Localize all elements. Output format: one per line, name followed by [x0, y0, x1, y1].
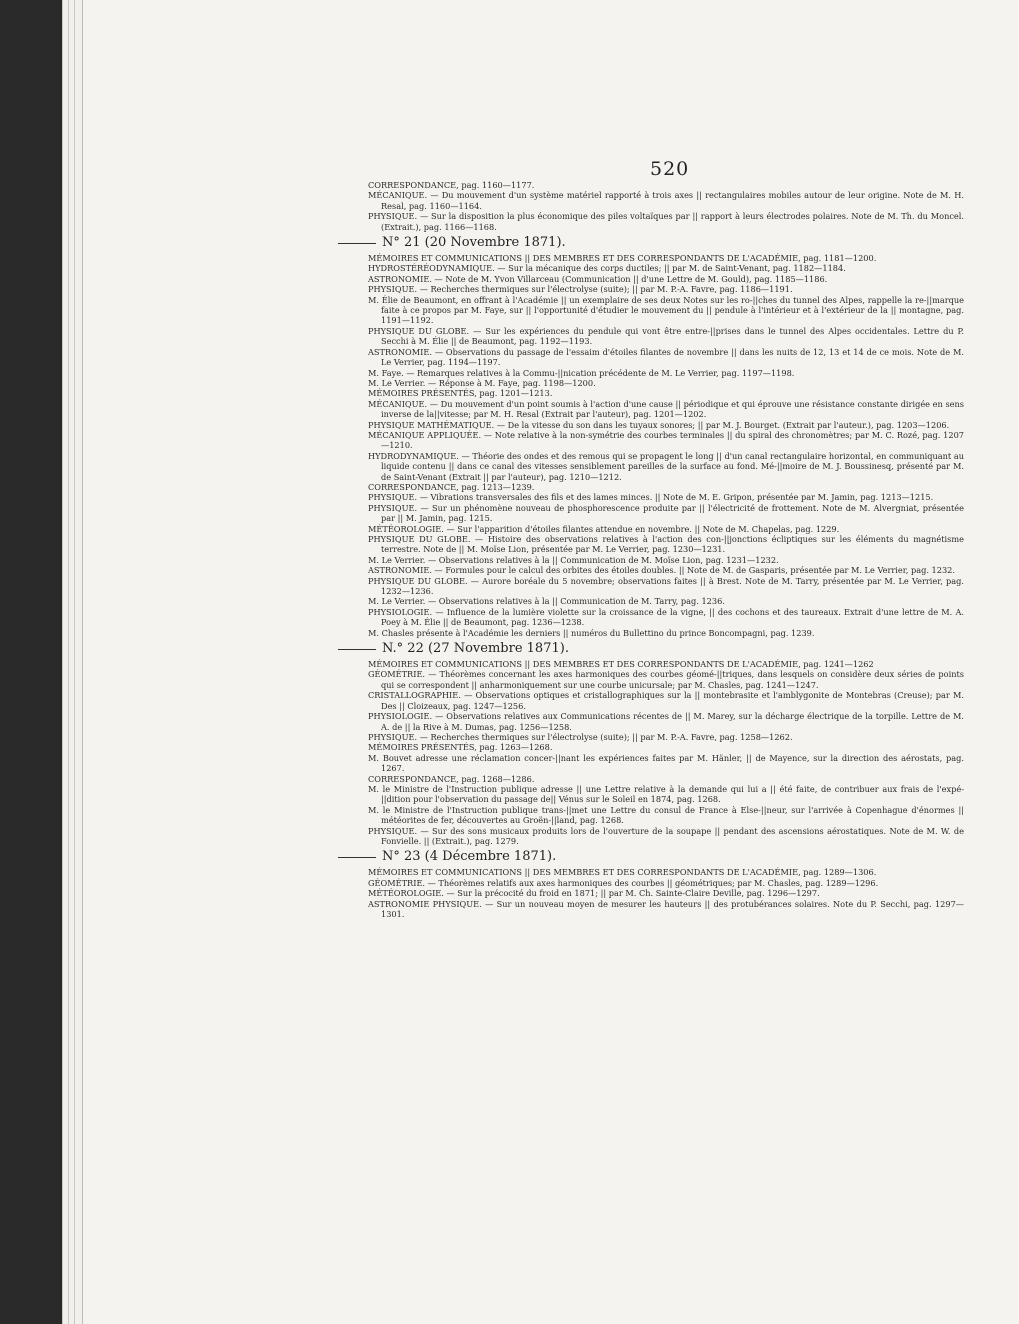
entry-line: CORRESPONDANCE, pag. 1268—1286. — [368, 773, 535, 784]
section-title: N° 23 (4 Décembre 1871). — [368, 849, 964, 865]
entry-line: PHYSIQUE DU GLOBE. — Sur les expériences du pendule qui vont être entre-||prises dans le tunnel des Alpes occidentales. Lettre du P. Secchi à M. Élie || de Beaumont, pag. 1192—1193. — [368, 325, 964, 347]
entry-line: PHYSIQUE DU GLOBE. — Histoire des observations relatives à l'action des con-||jonctions écliptiques sur les éléments du magnétisme terrestre. Note de || M. Moïse Lion, présentée par M. Le Verrier, pag. 1230—1231. — [368, 534, 964, 555]
entry-line: PHYSIQUE. — Vibrations transversales des fils et des lames minces. || Note de M. E. Gripon, présentée par M. Jamin, pag. 1213—1215. — [368, 492, 934, 503]
entry-line: PHYSIOLOGIE. — Influence de la lumière violette sur la croissance de la vigne, || des cochons et des taureaux. Extrait d'une lettre de M. A. Poey à M. Élie || de Beaumont, pag. 1236—1238. — [368, 606, 964, 628]
entry-line: CORRESPONDANCE, pag. 1213—1239. — [368, 481, 535, 492]
entry-line: GÉOMÉTRIE. — Théorèmes concernant les axes harmoniques des courbes géomé-||triques, dans lesquels on considère deux séries de points qui se correspondent || anharmoniquement sur une courbe unicursale; par M. Chasles, pag. 1241—1247. — [368, 669, 964, 690]
entry-line: PHYSIQUE MATHÉMATIQUE. — De la vitesse du son dans les tuyaux sonores; || par M. J. Bourget. (Extrait par l'auteur.), pag. 1203—1206. — [368, 419, 950, 430]
entry-line: PHYSIOLOGIE. — Observations relatives aux Communications récentes de || M. Marey, sur la décharge électrique de la torpille. Lettre de M. A. de || la Rive à M. Dumas, pag. 1256—1258. — [368, 711, 964, 732]
page-number: 520 — [650, 158, 690, 180]
entry-line: M. Le Verrier. — Observations relatives à la || Communication de M. Moïse Lion, pag. 1231—1232. — [368, 554, 779, 565]
entry-line: ASTRONOMIE. — Formules pour le calcul des orbites des étoiles doubles. || Note de M. de Gasparis, présentée par M. Le Verrier, pag. 1232. — [368, 565, 955, 576]
entry-line: M. Faye. — Remarques relatives à la Commu-||nication précédente de M. Le Verrier, pag. 1197—1198. — [368, 367, 795, 378]
entry-line: PHYSIQUE. — Sur la disposition la plus économique des piles voltaïques par || rapport à leurs électrodes polaires. Note de M. Th. du Moncel. (Extrait.), pag. 1166—1168. — [368, 211, 964, 232]
entry-line: PHYSIQUE. — Sur un phénomène nouveau de phosphorescence produite par || l'électricité de frottement. Note de M. Alvergniat, présentée par || M. Jamin, pag. 1215. — [368, 502, 964, 524]
section-title: N.° 22 (27 Novembre 1871). — [368, 641, 964, 657]
entry-line: MÉCANIQUE. — Du mouvement d'un système matériel rapporté à trois axes || rectangulaires mobiles autour de leur origine. Note de M. H. Resal, pag. 1160—1164. — [368, 190, 964, 211]
entry-line: CRISTALLOGRAPHIE. — Observations optiques et cristallographiques sur la || montebrasite et l'amblygonite de Montebras (Creuse); par M. Des || Cloizeaux, pag. 1247—1256. — [368, 690, 964, 711]
entry-line: PHYSIQUE. — Recherches thermiques sur l'électrolyse (suite); || par M. P.-A. Favre, pag. 1186—1191. — [368, 284, 793, 295]
entry-line: CORRESPONDANCE, pag. 1160—1177. — [368, 180, 535, 190]
entry-line: HYDROSTÉRÉODYNAMIQUE. — Sur la mécanique des corps ductiles; || par M. de Saint-Venant, pag. 1182—1184. — [368, 263, 846, 274]
entry-line: PHYSIQUE DU GLOBE. — Aurore boréale du 5 novembre; observations faites || à Brest. Note de M. Tarry, présentée par M. Le Verrier, pag. 1232—1236. — [368, 575, 964, 597]
entry-line: M. Le Verrier. — Observations relatives à la || Communication de M. Tarry, pag. 1236. — [368, 596, 725, 607]
table-of-contents — [368, 180, 964, 919]
entry-line: MÉTÉOROLOGIE. — Sur l'apparition d'étoiles filantes attendue en novembre. || Note de M. Chapelas, pag. 1229. — [368, 523, 840, 534]
entry-line: M. Le Verrier. — Réponse à M. Faye, pag. 1198—1200. — [368, 377, 596, 388]
entry-line: M. Élie de Beaumont, en offrant à l'Académie || un exemplaire de ses deux Notes sur les ro-||ches du tunnel des Alpes, rappelle la re-||marque faite à ce propos par M. Faye, sur || l'opportunité d'étudier le mouvement du || pendule à l'intérieur et à l'extérieur de la || montagne, pag. 1191—1192. — [368, 294, 964, 326]
section-title: N° 21 (20 Novembre 1871). — [368, 235, 964, 251]
entry-line: MÉCANIQUE. — Du mouvement d'un point soumis à l'action d'une cause || périodique et qui éprouve une résistance constante dirigée en sens inverse de la||vitesse; par M. H. Resal (Extrait par l'auteur), pag. 1201—1202. — [368, 398, 964, 420]
entry-line: PHYSIQUE. — Sur des sons musicaux produits lors de l'ouverture de la soupape || pendant des ascensions aérostatiques. Note de M. W. de Fonvielle. || (Extrait.), pag. 1279. — [368, 825, 964, 846]
entry-line: MÉMOIRES PRÉSENTÉS, pag. 1201—1213. — [368, 388, 553, 399]
entry-line: MÉCANIQUE APPLIQUÉE. — Note relative à la non-symétrie des courbes terminales || du spiral des chronomètres; par M. C. Rozé, pag. 1207—1210. — [368, 429, 964, 451]
entry-line: ASTRONOMIE PHYSIQUE. — Sur un nouveau moyen de mesurer les hauteurs || des protubérances solaires. Note du P. Secchi, pag. 1297—1301. — [368, 898, 964, 919]
entry-line: PHYSIQUE. — Recherches thermiques sur l'électrolyse (suite); || par M. P.-A. Favre, pag. 1258—1262. — [368, 731, 793, 742]
entry-line: MÉMOIRES ET COMMUNICATIONS || DES MEMBRES ET DES CORRESPONDANTS DE L'ACADÉMIE, pag. 1181—1200. — [368, 253, 877, 264]
entry-line: MÉTÉOROLOGIE. — Sur la précocité du froid en 1871; || par M. Ch. Sainte-Claire Deville, pag. 1296—1297. — [368, 888, 820, 899]
entry-line: MÉMOIRES ET COMMUNICATIONS || DES MEMBRES ET DES CORRESPONDANTS DE L'ACADÉMIE, pag. 1241—1262 — [368, 659, 874, 670]
entry-line: M. le Ministre de l'Instruction publique adresse || une Lettre relative à la demande qui lui a || été faite, de contribuer aux frais de l'expé-||dition pour l'observation du passage de|| Vénus sur le Soleil en 1874, pag. 1268. — [368, 783, 964, 805]
entry-line: MÉMOIRES PRÉSENTÉS, pag. 1263—1268. — [368, 742, 553, 753]
entry-line: GÉOMÉTRIE. — Théorèmes relatifs aux axes harmoniques des courbes || géométriques; par M. Chasles, pag. 1289—1296. — [368, 877, 879, 888]
entry-line: ASTRONOMIE. — Note de M. Yvon Villarceau (Communication || d'une Lettre de M. Gould), pag. 1185—1186. — [368, 273, 828, 284]
entry-line: M. Bouvet adresse une réclamation concer-||nant les expériences faites par M. Hänler, || de Mayence, sur la direction des aérostats, pag. 1267. — [368, 752, 964, 774]
entry-line: MÉMOIRES ET COMMUNICATIONS || DES MEMBRES ET DES CORRESPONDANTS DE L'ACADÉMIE, pag. 1289—1306. — [368, 867, 877, 878]
entry-line: M. Chasles présente à l'Académie les derniers || numéros du Bullettino du prince Boncompagni, pag. 1239. — [368, 627, 815, 638]
entry-line: M. le Ministre de l'Instruction publique trans-||met une Lettre du consul de France à Else-||neur, sur l'arrivée à Copenhague d'énormes || météorites de fer, découvertes au Groën-||land, pag. 1268. — [368, 804, 964, 826]
entry-line: HYDRODYNAMIQUE. — Théorie des ondes et des remous qui se propagent le long || d'un canal rectangulaire horizontal, en communiquant au liquide contenu || dans ce canal des vitesses sensiblement pareilles de la surface au fond. Mé-||moire de M. J. Boussinesq, présenté par M. de Saint-Venant (Extrait || par l'auteur), pag. 1210—1212. — [368, 450, 964, 482]
entry-line: ASTRONOMIE. — Observations du passage de l'essaim d'étoiles filantes de novembre || dans les nuits de 12, 13 et 14 de ce mois. Note de M. Le Verrier, pag. 1194—1197. — [368, 346, 964, 368]
